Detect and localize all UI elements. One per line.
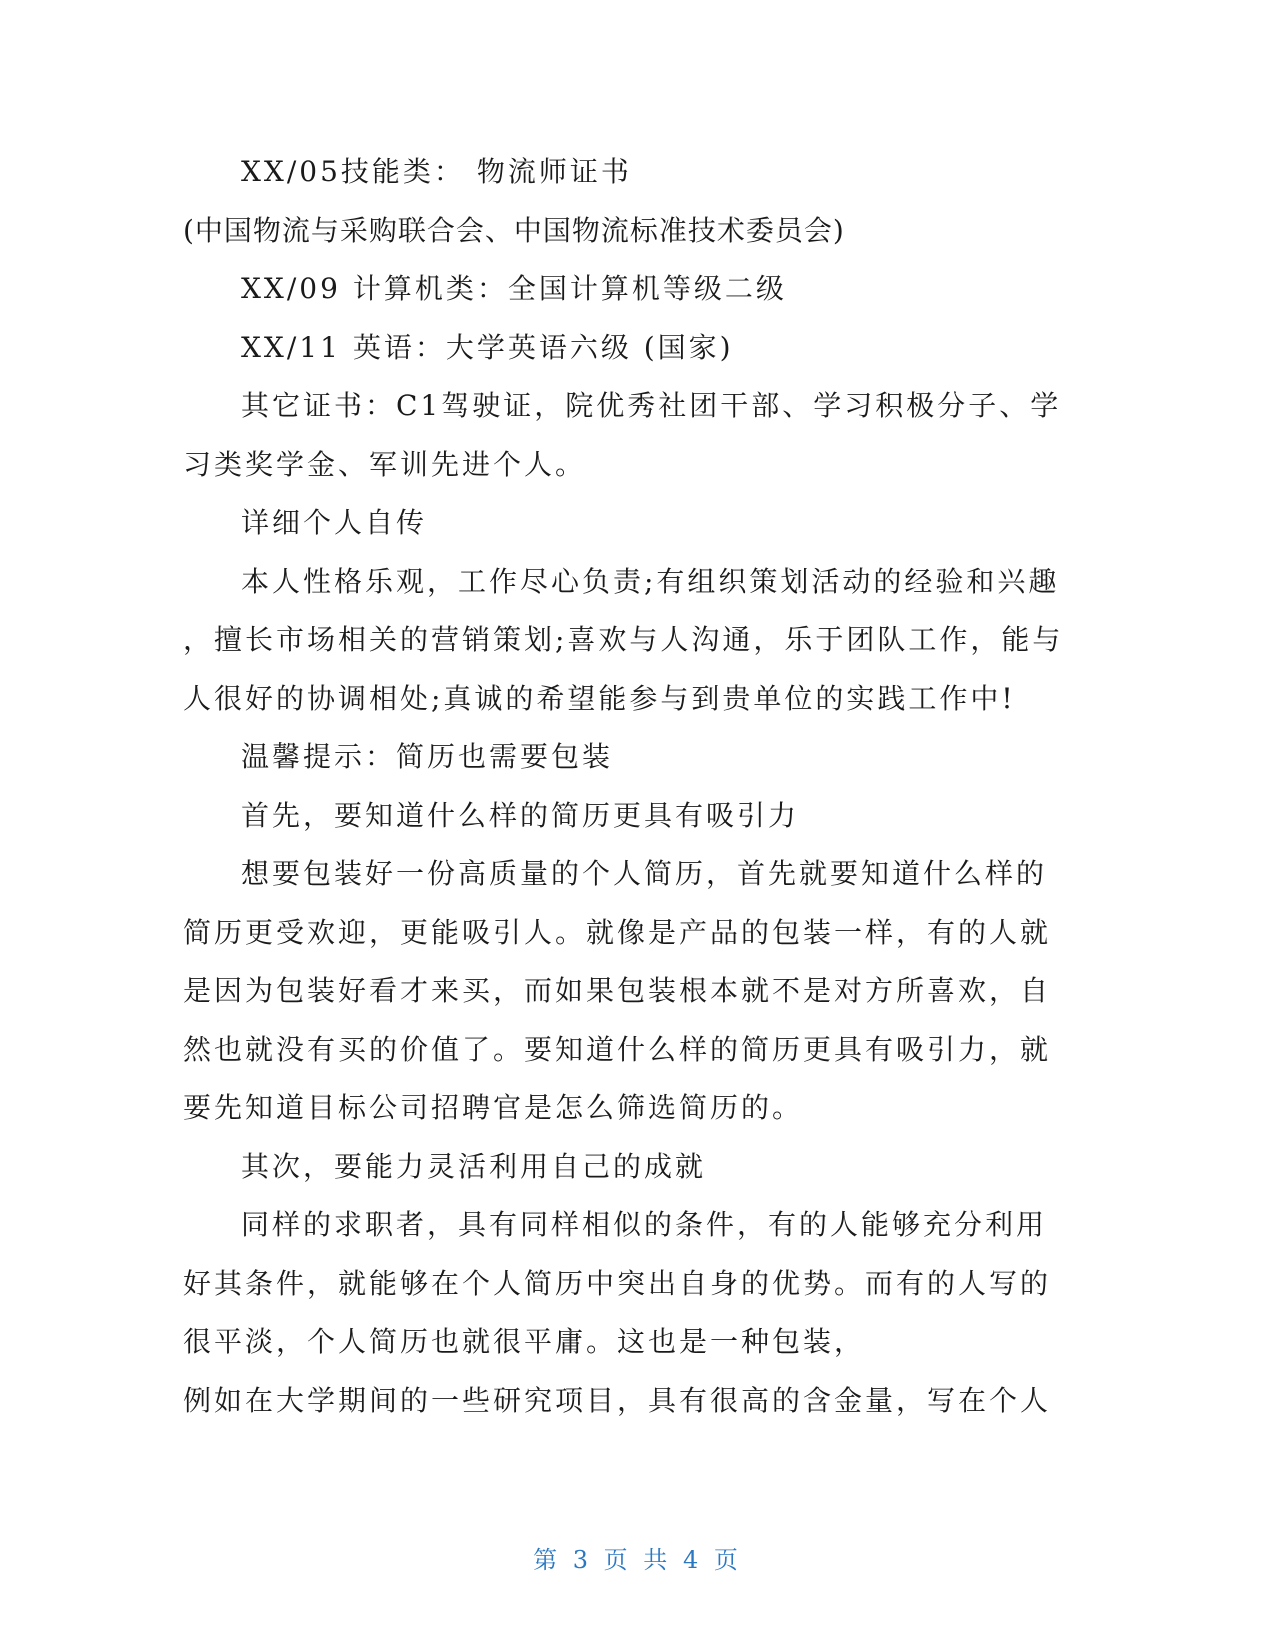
subheading-first: 首先，要知道什么样的简历更具有吸引力 bbox=[241, 798, 800, 832]
paragraph-first-line-4: 然也就没有买的价值了。要知道什么样的简历更具有吸引力，就 bbox=[183, 1032, 1052, 1066]
paragraph-second-line-2: 好其条件，就能够在个人简历中突出自身的优势。而有的人写的 bbox=[183, 1266, 1052, 1300]
paragraph-first-line-2: 简历更受欢迎，更能吸引人。就像是产品的包装一样，有的人就 bbox=[183, 915, 1052, 949]
paragraph-second-line-4: 例如在大学期间的一些研究项目，具有很高的含金量，写在个人 bbox=[183, 1383, 1052, 1417]
cert-computer-line: XX/09 计算机类：全国计算机等级二级 bbox=[241, 272, 787, 305]
paragraph-first-line-5: 要先知道目标公司招聘官是怎么筛选简历的。 bbox=[183, 1091, 804, 1124]
footer-total-pages: 4 bbox=[682, 1546, 703, 1574]
cert-issuer-line: (中国物流与采购联合会、中国物流标准技术委员会) bbox=[183, 213, 845, 247]
paragraph-first-line-3: 是因为包装好看才来买，而如果包装根本就不是对方所喜欢，自 bbox=[183, 974, 1052, 1007]
footer-prefix: 第 bbox=[533, 1546, 562, 1574]
footer-current-page: 3 bbox=[572, 1546, 593, 1574]
cert-logistics-line: XX/05技能类： 物流师证书 bbox=[241, 155, 632, 188]
autobiography-line-2: ，擅长市场相关的营销策划;喜欢与人沟通，乐于团队工作，能与 bbox=[183, 623, 1064, 656]
other-certs-line-2: 习类奖学金、军训先进个人。 bbox=[183, 447, 587, 481]
footer-suffix: 页 bbox=[713, 1546, 742, 1574]
footer-middle: 页 共 bbox=[603, 1546, 672, 1574]
page-footer bbox=[0, 1540, 1275, 1575]
document-body bbox=[183, 143, 1063, 1430]
subheading-second: 其次，要能力灵活利用自己的成就 bbox=[241, 1149, 707, 1183]
paragraph-first-line-1: 想要包装好一份高质量的个人简历，首先就要知道什么样的 bbox=[241, 857, 1048, 890]
paragraph-second-line-3: 很平淡，个人简历也就很平庸。这也是一种包装， bbox=[183, 1325, 866, 1358]
autobiography-line-3: 人很好的协调相处;真诚的希望能参与到贵单位的实践工作中! bbox=[183, 681, 1016, 715]
section-heading-autobiography: 详细个人自传 bbox=[241, 506, 428, 539]
section-heading-tip: 温馨提示：简历也需要包装 bbox=[241, 740, 614, 773]
cert-english-line: XX/11 英语：大学英语六级 (国家) bbox=[241, 330, 734, 364]
paragraph-second-line-1: 同样的求职者，具有同样相似的条件，有的人能够充分利用 bbox=[241, 1208, 1048, 1241]
other-certs-line-1: 其它证书：C1驾驶证，院优秀社团干部、学习积极分子、学 bbox=[241, 389, 1062, 422]
autobiography-line-1: 本人性格乐观，工作尽心负责;有组织策划活动的经验和兴趣 bbox=[241, 564, 1060, 598]
